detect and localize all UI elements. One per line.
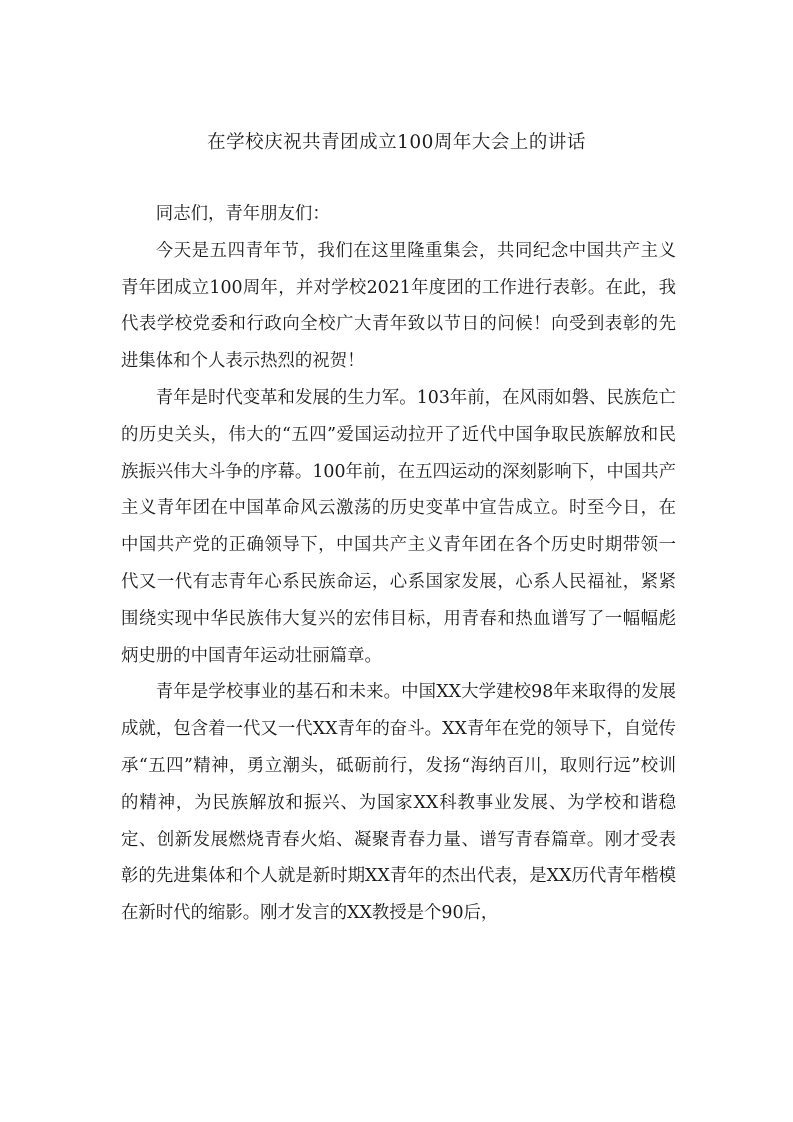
paragraph-2: 青年是时代变革和发展的生力军。103年前，在风雨如磐、民族危亡的历史关头，伟大的“五四”爱国运动拉开了近代中国争取民族解放和民族振兴伟大斗争的序幕。100年前，在五四运动的深刻影响下，中国共产主义青年团在中国革命风云激荡的历史变革中宣告成立。时至今日，在中国共产党的正确领导下，中国共产主义青年团在各个历史时期带领一代又一代有志青年心系民族命运，心系国家发展，心系人民福祉，紧紧围绕实现中华民族伟大复兴的宏伟目标，用青春和热血谱写了一幅幅彪炳史册的中国青年运动壮丽篇章。 bbox=[121, 387, 676, 666]
document-title: 在学校庆祝共青团成立100周年大会上的讲话 bbox=[207, 132, 586, 153]
paragraph-1: 今天是五四青年节，我们在这里隆重集会，共同纪念中国共产主义青年团成立100周年，并对学校2021年度团的工作进行表彰。在此，我代表学校党委和行政向全校广大青年致以节日的问候！向受到表彰的先进集体和个人表示热烈的祝贺！ bbox=[121, 240, 676, 372]
document-body bbox=[121, 196, 676, 932]
paragraph-3: 青年是学校事业的基石和未来。中国XX大学建校98年来取得的发展成就，包含着一代又一代XX青年的奋斗。XX青年在党的领导下，自觉传承“五四”精神，勇立潮头，砥砺前行，发扬“海纳百川，取则行远”校训的精神，为民族解放和振兴、为国家XX科教事业发展、为学校和谐稳定、创新发展燃烧青春火焰、凝聚青春力量、谱写青春篇章。刚才受表彰的先进集体和个人就是新时期XX青年的杰出代表，是XX历代青年楷模在新时代的缩影。刚才发言的XX教授是个90后， bbox=[121, 682, 676, 924]
greeting-paragraph: 同志们，青年朋友们： bbox=[155, 204, 330, 224]
